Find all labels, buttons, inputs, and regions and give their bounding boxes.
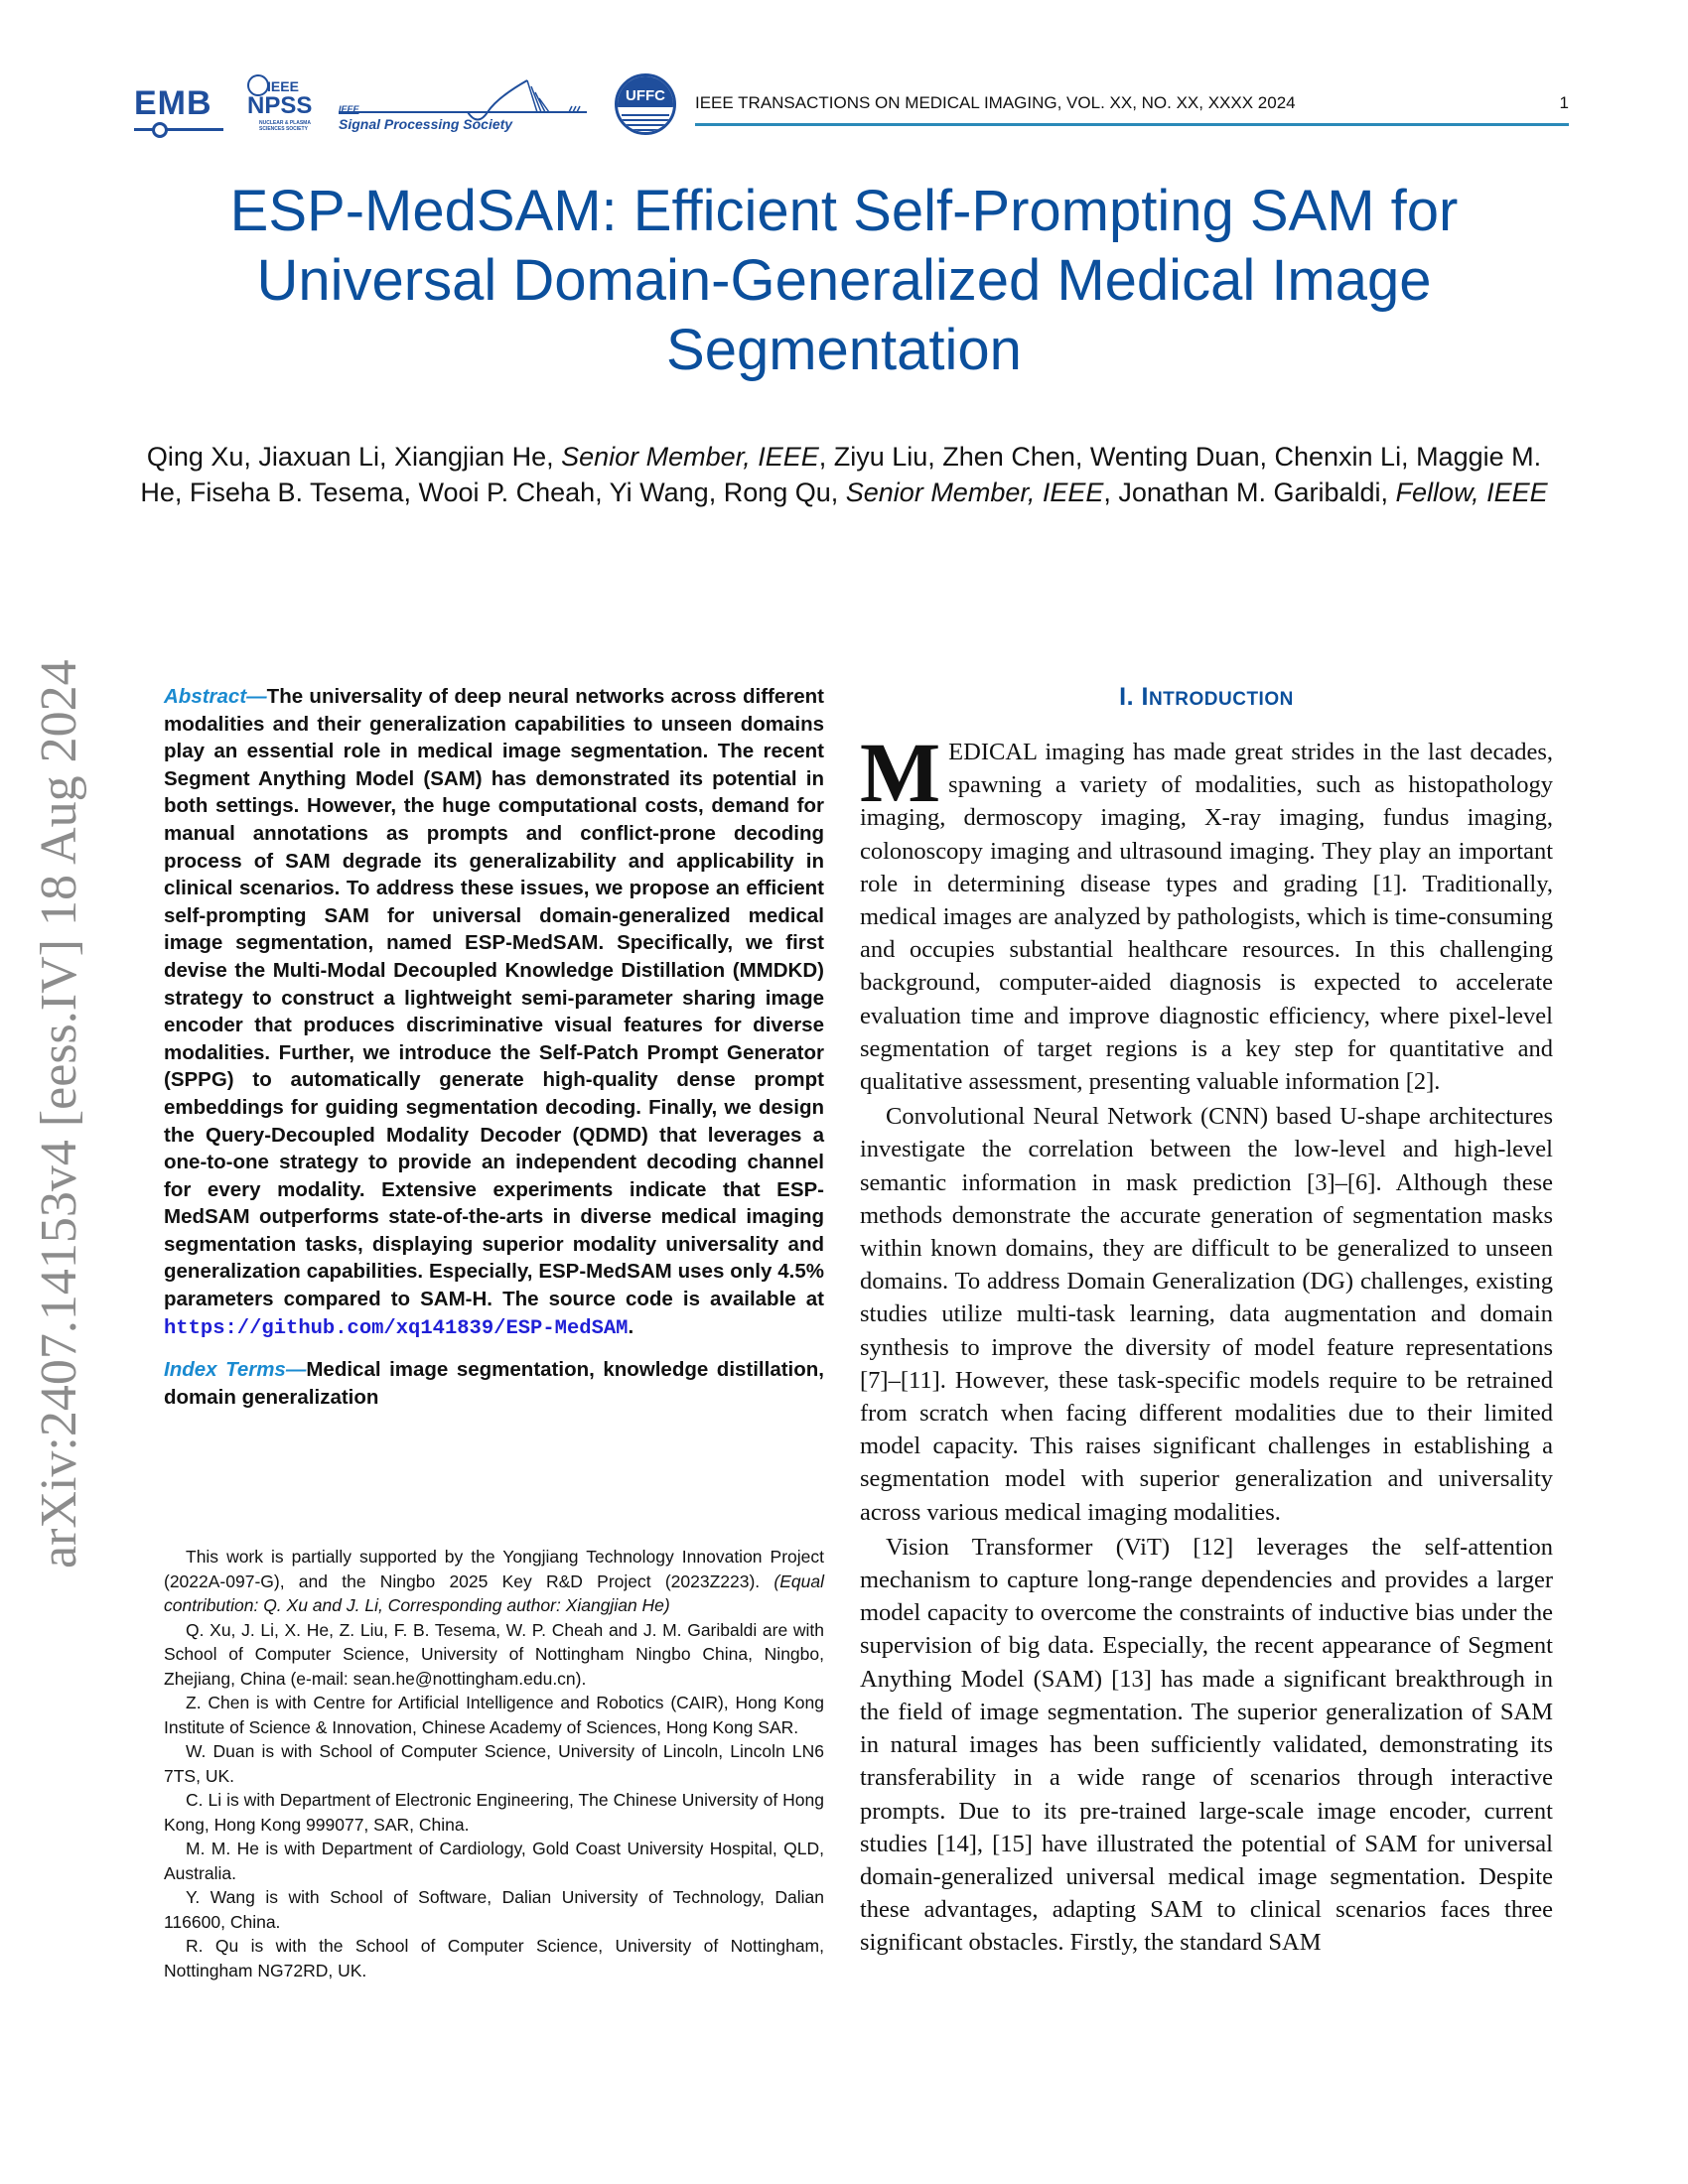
- footnote-funding: This work is partially supported by the Yongjiang Technology Innovation Project (2022A-097-G), and the Ningbo 2025 Key R&D Project (2023Z223). (Equal contribution: Q. Xu and J. Li, Corresponding author: Xiangjian He): [164, 1547, 824, 1615]
- journal-name: IEEE TRANSACTIONS ON MEDICAL IMAGING, VOL. XX, NO. XX, XXXX 2024: [695, 93, 1296, 112]
- index-terms: Index Terms—Medical image segmentation, knowledge distillation, domain generalization: [164, 1358, 824, 1409]
- abstract-label: Abstract—: [164, 685, 267, 708]
- intro-paragraph-3: Vision Transformer (ViT) [12] leverages the self-attention mechanism to capture long-range dependencies and provides a larger model capacity to overcome the constraints of inductive bias under the supervision of big data. Especially, the recent appearance of Segment Anything Model (SAM) [13] has made a significant breakthrough in the field of image segmentation. The superior generalization of SAM in natural images has been sufficiently validated, demonstrating its transferability in a wide range of scenarios through interactive prompts. Due to its pre-trained large-scale image encoder, current studies [14], [15] have illustrated the potential of SAM for universal domain-generalized universal medical image segmentation. Despite these advantages, adapting SAM to clinical scenarios faces three significant obstacles. Firstly, the standard SAM: [860, 1533, 1553, 1957]
- emb-logo: EMB: [134, 74, 223, 134]
- page-number: 1: [1559, 93, 1569, 112]
- running-head: [695, 93, 1569, 113]
- intro-paragraph-2: Convolutional Neural Network (CNN) based U-shape architectures investigate the correlation between the low-level and high-level semantic information in mask prediction [3]–[6]. Although these methods demonstrate the accurate generation of segmentation masks within known domains, they are difficult to be generalized to unseen domains. To address Domain Generalization (DG) challenges, existing studies utilize multi-task learning, data augmentation and domain synthesis to improve the diversity of model feature representations [7]–[11]. However, these task-specific models require to be retrained from scratch when facing different modalities due to their limited model capacity. This raises significant challenges in establishing a segmentation model with superior generalization and universality across various medical imaging modalities.: [860, 1103, 1553, 1526]
- intro-paragraph-1: MEDICAL imaging has made great strides in the last decades, spawning a variety of modalities, such as histopathology imaging, dermoscopy imaging, X-ray imaging, fundus imaging, colonoscopy imaging and ultrasound imaging. They play an important role in determining disease types and grading [1]. Traditionally, medical images are analyzed by pathologists, which is time-consuming and occupies substantial healthcare resources. In this challenging background, computer-aided diagnosis is expected to accelerate evaluation time and improve diagnostic efficiency, where pixel-level segmentation of target regions is a key step for quantitative and qualitative assessment, presenting valuable information [2].: [860, 725, 1553, 1096]
- paper-title: ESP-MedSAM: Efficient Self-Prompting SAM for Universal Domain-Generalized Medical Image Segmentation: [229, 179, 1459, 382]
- waves-icon: [622, 114, 669, 132]
- footnote-affiliation: C. Li is with Department of Electronic Engineering, The Chinese University of Hong Kong, Hong Kong 999077, SAR, China.: [164, 1790, 824, 1835]
- footnote-affiliation: Z. Chen is with Centre for Artificial Intelligence and Robotics (CAIR), Hong Kong Institute of Science & Innovation, Chinese Academy of Sciences, Hong Kong SAR.: [164, 1693, 824, 1737]
- footnotes: [164, 1545, 824, 1982]
- footnote-affiliation: W. Duan is with School of Computer Science, University of Lincoln, Lincoln LN6 7TS, UK.: [164, 1741, 824, 1786]
- abstract: Abstract—The universality of deep neural networks across different modalities and their generalization capabilities to unseen domains play an essential role in medical image segmentation. The recent Segment Anything Model (SAM) has demonstrated its potential in both settings. However, the huge computational costs, demand for manual annotations as prompts and conflict-prone decoding process of SAM degrade its generalizability and applicability in clinical scenarios. To address these issues, we propose an efficient self-prompting SAM for universal domain-generalized medical image segmentation, named ESP-MedSAM. Specifically, we first devise the Multi-Modal Decoupled Knowledge Distillation (MMDKD) strategy to construct a lightweight semi-parameter sharing image encoder that produces discriminative visual features for diverse modalities. Further, we introduce the Self-Patch Prompt Generator (SPPG) to automatically generate high-quality dense prompt embeddings for guiding segmentation decoding. Finally, we design the Query-Decoupled Modality Decoder (QDMD) that leverages a one-to-one strategy to provide an independent decoding channel for every modality. Extensive experiments indicate that ESP-MedSAM outperforms state-of-the-arts in diverse medical imaging segmentation tasks, displaying superior modality universality and generalization capabilities. Especially, ESP-MedSAM uses only 4.5% parameters compared to SAM-H. The source code is available at https://github.com/xq141839/ESP-MedSAM.: [164, 685, 824, 1340]
- signal-processing-society-logo: IEEE Signal Processing Society: [339, 72, 597, 136]
- left-column: [164, 683, 824, 1411]
- source-code-link[interactable]: https://github.com/xq141839/ESP-MedSAM: [164, 1316, 629, 1340]
- header-rule: [695, 123, 1569, 126]
- society-logos: [134, 69, 676, 139]
- section-heading-introduction: I. INTRODUCTION: [1119, 683, 1294, 711]
- author-list: Qing Xu, Jiaxuan Li, Xiangjian He, Senior Member, IEEE, Ziyu Liu, Zhen Chen, Wenting Duan, Chenxin Li, Maggie M. He, Fiseha B. Tesema, Wooi P. Cheah, Yi Wang, Rong Qu, Senior Member, IEEE, Jonathan M. Garibaldi, Fellow, IEEE: [140, 442, 1548, 507]
- arxiv-identifier: arXiv:2407.14153v4 [eess.IV] 18 Aug 2024: [31, 659, 87, 1569]
- right-column: [860, 683, 1553, 1960]
- footnote-affiliation: Y. Wang is with School of Software, Dalian University of Technology, Dalian 116600, China.: [164, 1887, 824, 1932]
- abstract-text: The universality of deep neural networks across different modalities and their generalization capabilities to unseen domains play an essential role in medical image segmentation. The recent Segment Anything Model (SAM) has demonstrated its potential in both settings. However, the huge computational costs, demand for manual annotations as prompts and conflict-prone decoding process of SAM degrade its generalizability and applicability in clinical scenarios. To address these issues, we propose an efficient self-prompting SAM for universal domain-generalized medical image segmentation, named ESP-MedSAM. Specifically, we first devise the Multi-Modal Decoupled Knowledge Distillation (MMDKD) strategy to construct a lightweight semi-parameter sharing image encoder that produces discriminative visual features for diverse modalities. Further, we introduce the Self-Patch Prompt Generator (SPPG) to automatically generate high-quality dense prompt embeddings for guiding segmentation decoding. Finally, we design the Query-Decoupled Modality Decoder (QDMD) that leverages a one-to-one strategy to provide an independent decoding channel for every modality. Extensive experiments indicate that ESP-MedSAM outperforms state-of-the-arts in diverse medical imaging segmentation tasks, displaying superior modality universality and generalization capabilities. Especially, ESP-MedSAM uses only 4.5% parameters compared to SAM-H. The source code is available at: [164, 685, 824, 1311]
- drop-cap: M: [860, 725, 941, 820]
- npss-logo: IEEE NPSS NUCLEAR & PLASMA SCIENCES SOCIETY: [241, 72, 321, 136]
- footnote-affiliation: R. Qu is with the School of Computer Science, University of Nottingham, Nottingham NG72RD, UK.: [164, 1936, 824, 1980]
- index-terms-label: Index Terms—: [164, 1358, 307, 1382]
- footnote-affiliation: Q. Xu, J. Li, X. He, Z. Liu, F. B. Tesema, W. P. Cheah and J. M. Garibaldi are with School of Computer Science, University of Nottingham Ningbo China, Ningbo, Zhejiang, China (e-mail: sean.he@nottingham.edu.cn).: [164, 1619, 824, 1689]
- footnote-affiliation: M. M. He is with Department of Cardiology, Gold Coast University Hospital, QLD, Australia.: [164, 1839, 824, 1883]
- uffc-logo: UFFC: [615, 73, 676, 135]
